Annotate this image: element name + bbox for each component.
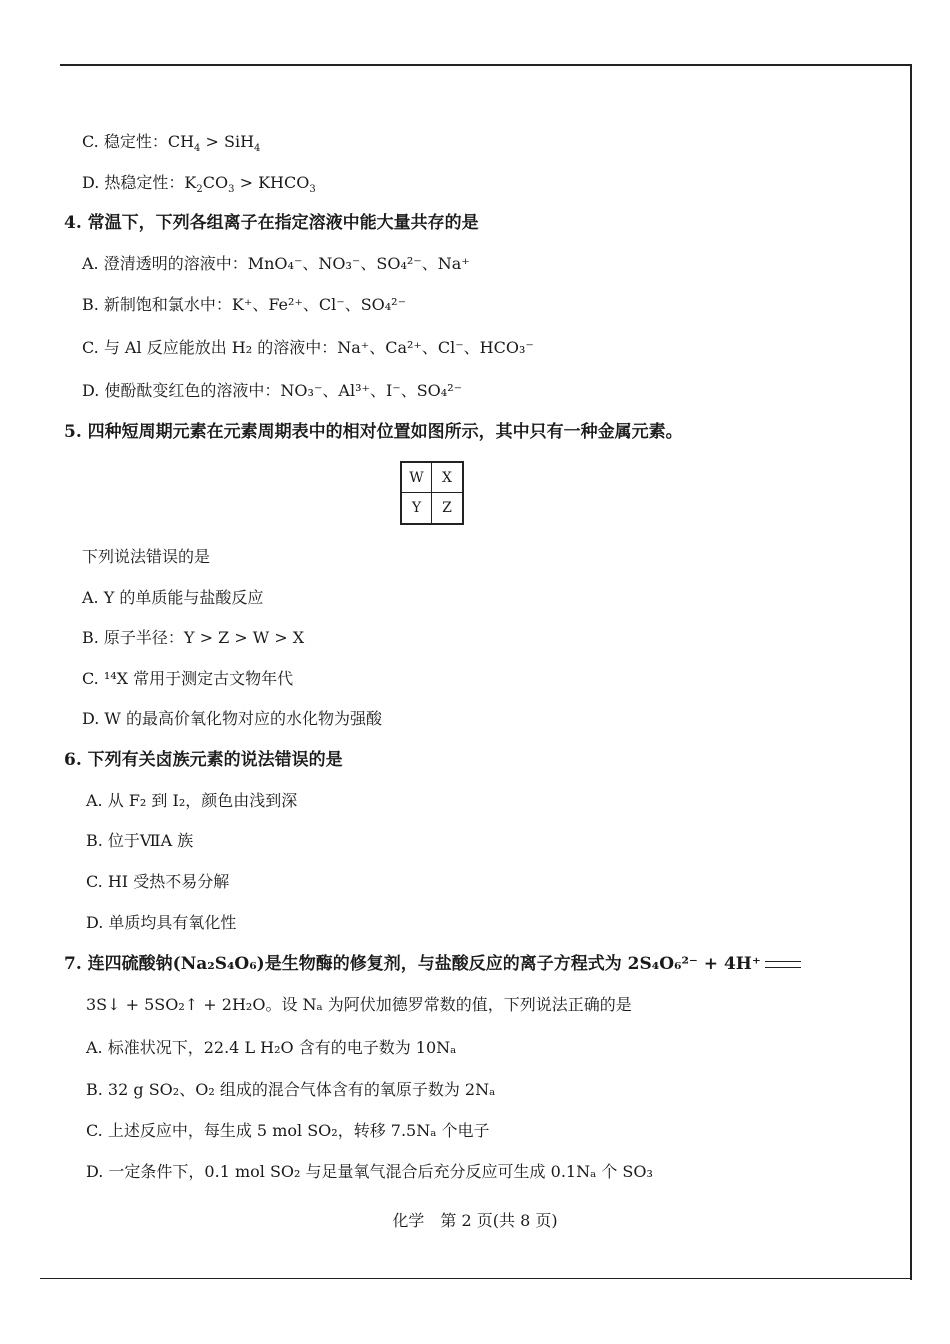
equation-equals-sign xyxy=(765,961,801,968)
grid-cell-y: Y xyxy=(402,493,432,523)
q7-stem-text: 7. 连四硫酸钠(Na₂S₄O₆)是生物酶的修复剂，与盐酸反应的离子方程式为 2S₄O₆²⁻ + 4H⁺ xyxy=(64,954,761,974)
q5-option-a: A. Y 的单质能与盐酸反应 xyxy=(82,588,264,607)
q7-option-d: D. 一定条件下，0.1 mol SO₂ 与足量氧气混合后充分反应可生成 0.1Nₐ 个 SO₃ xyxy=(86,1162,653,1181)
q6-option-c: C. HI 受热不易分解 xyxy=(86,872,230,891)
q5-prompt: 下列说法错误的是 xyxy=(82,547,211,566)
q5-option-d: D. W 的最高价氧化物对应的水化物为强酸 xyxy=(82,709,382,728)
q4-option-a: A. 澄清透明的溶液中：MnO₄⁻、NO₃⁻、SO₄²⁻、Na⁺ xyxy=(82,254,470,273)
q7-option-c: C. 上述反应中，每生成 5 mol SO₂，转移 7.5Nₐ 个电子 xyxy=(86,1121,490,1140)
q3-option-d: D. 热稳定性：$K_2CO_3$ > $KHCO_3$ xyxy=(82,173,316,196)
q7-option-b: B. 32 g SO₂、O₂ 组成的混合气体含有的氧原子数为 2Nₐ xyxy=(86,1080,496,1099)
q6-stem: 6. 下列有关卤族元素的说法错误的是 xyxy=(64,750,343,770)
q4-option-d: D. 使酚酞变红色的溶液中：NO₃⁻、Al³⁺、I⁻、SO₄²⁻ xyxy=(82,381,463,400)
q5-option-c: C. ¹⁴X 常用于测定古文物年代 xyxy=(82,669,294,688)
grid-cell-z: Z xyxy=(442,500,452,516)
q3-option-c: C. 稳定性：$CH_4 > SiH_4$ xyxy=(82,132,261,155)
q4-stem: 4. 常温下，下列各组离子在指定溶液中能大量共存的是 xyxy=(64,213,479,233)
q4-option-b: B. 新制饱和氯水中：K⁺、Fe²⁺、Cl⁻、SO₄²⁻ xyxy=(82,295,407,314)
q7-stem-line2: 3S↓ + 5SO₂↑ + 2H₂O。设 Nₐ 为阿伏加德罗常数的值，下列说法正确的是 xyxy=(86,995,632,1014)
q6-option-d: D. 单质均具有氧化性 xyxy=(86,913,237,932)
periodic-position-grid xyxy=(400,461,464,525)
top-border-line xyxy=(60,64,910,66)
q7-option-a: A. 标准状况下，22.4 L H₂O 含有的电子数为 10Nₐ xyxy=(86,1038,457,1057)
grid-cell-w: W xyxy=(402,463,432,493)
bottom-border-line xyxy=(40,1278,912,1279)
q5-stem: 5. 四种短周期元素在元素周期表中的相对位置如图所示，其中只有一种金属元素。 xyxy=(64,422,683,442)
right-border-line xyxy=(910,64,912,1280)
page-footer: 化学 第 2 页(共 8 页) xyxy=(392,1211,558,1230)
q6-option-b: B. 位于ⅦA 族 xyxy=(86,831,194,850)
q6-option-a: A. 从 F₂ 到 I₂，颜色由浅到深 xyxy=(86,791,298,810)
q7-stem-line1 xyxy=(64,953,801,975)
q4-option-c: C. 与 Al 反应能放出 H₂ 的溶液中：Na⁺、Ca²⁺、Cl⁻、HCO₃⁻ xyxy=(82,338,534,357)
q5-option-b: B. 原子半径：Y > Z > W > X xyxy=(82,628,305,647)
grid-cell-x: X xyxy=(432,463,462,493)
